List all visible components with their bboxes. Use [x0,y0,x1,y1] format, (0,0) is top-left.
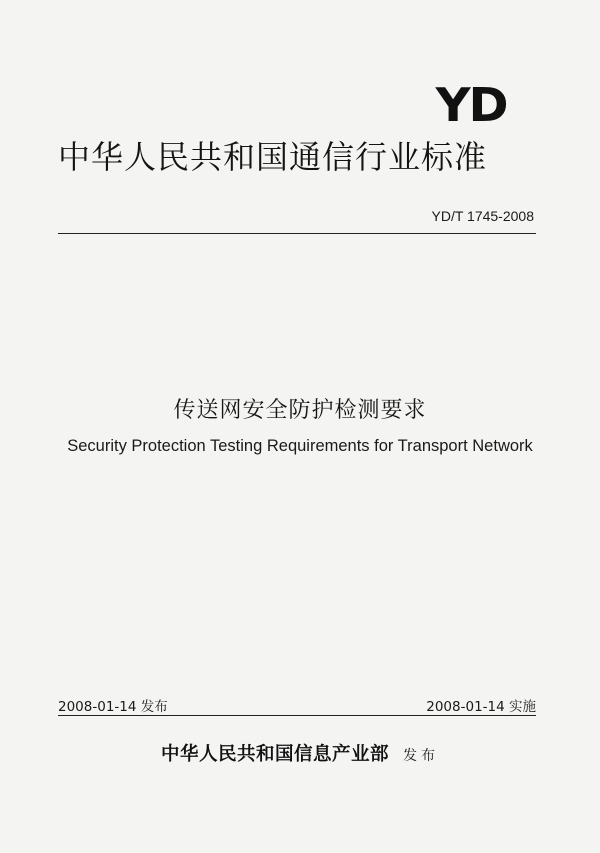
implementation-date: 2008-01-14 实施 [426,699,536,715]
document-title-en: Security Protection Testing Requirements for Transport Network [67,437,533,455]
document-title-cn: 传送网安全防护检测要求 [173,398,427,423]
publish-verb: 发布 [403,748,439,764]
publisher-line [0,740,600,766]
standard-code: YD/T 1745-2008 [431,208,534,224]
bottom-divider [58,715,536,716]
publisher-name: 中华人民共和国信息产业部 [160,744,389,765]
issue-date: 2008-01-14 发布 [58,699,168,715]
standard-title: 中华人民共和国通信行业标准 [58,138,488,176]
yd-logo: YD [435,78,506,132]
top-divider [58,233,536,234]
